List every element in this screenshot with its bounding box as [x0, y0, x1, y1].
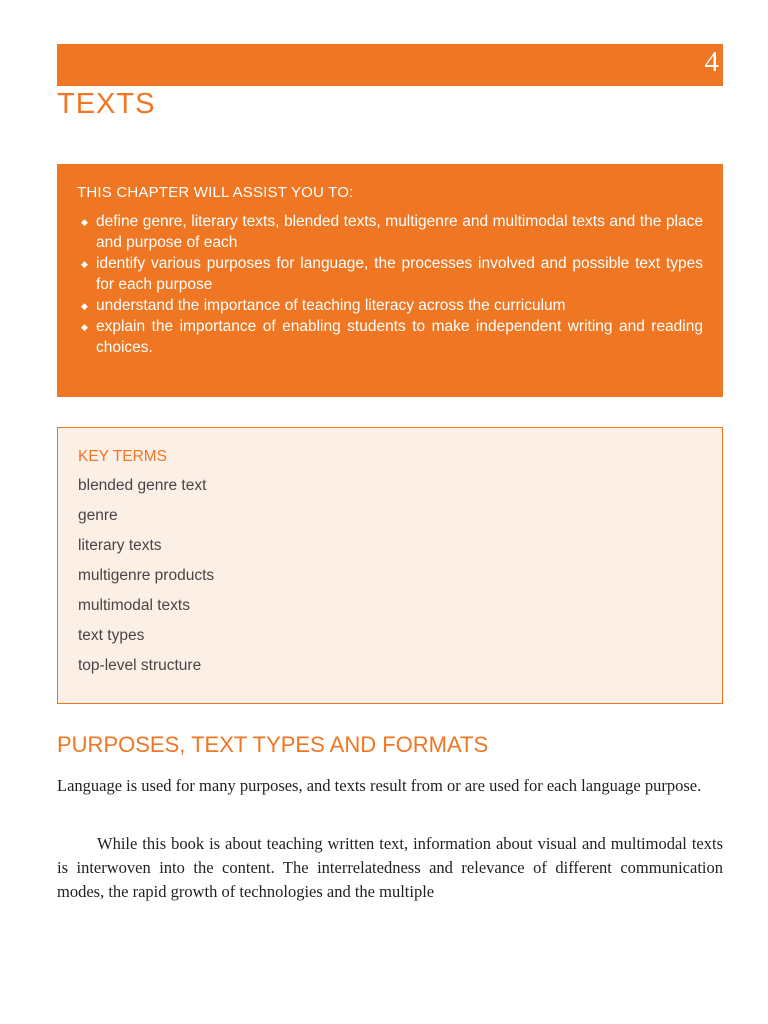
objective-item — [77, 295, 703, 316]
key-terms-list — [78, 471, 702, 681]
diamond-bullet-icon: ◆ — [81, 322, 88, 332]
key-terms-box — [57, 427, 723, 704]
key-term-item: genre — [78, 507, 118, 524]
objective-text: define genre, literary texts, blended texts, multigenre and multimodal texts and the place and purpose of each — [96, 213, 703, 251]
key-term-item: text types — [78, 627, 145, 644]
objective-item — [77, 253, 703, 295]
chapter-header-bar — [57, 44, 723, 86]
chapter-title: TEXTS — [57, 88, 156, 120]
chapter-number: 4 — [704, 46, 719, 78]
body-paragraph: While this book is about teaching written text, information about visual and multimodal texts is interwoven into the content. The interrelatedness and relevance of different communication modes, the rapid growth of technologies and the multiple — [57, 834, 723, 901]
objective-text: understand the importance of teaching literacy across the curriculum — [96, 297, 566, 314]
objectives-heading: THIS CHAPTER WILL ASSIST YOU TO: — [77, 184, 354, 201]
chapter-objectives-box — [57, 164, 723, 397]
objectives-list — [77, 211, 703, 358]
key-term-item: multigenre products — [78, 567, 215, 584]
objective-item — [77, 211, 703, 253]
body-paragraph: Language is used for many purposes, and texts result from or are used for each language purpose. — [57, 776, 702, 795]
objective-text: identify various purposes for language, the processes involved and possible text types for each purpose — [96, 255, 703, 293]
objective-item — [77, 316, 703, 358]
key-term-item: literary texts — [78, 537, 162, 554]
key-term-item: blended genre text — [78, 477, 207, 494]
objective-text: explain the importance of enabling students to make independent writing and reading choices. — [96, 318, 703, 356]
key-term-item: multimodal texts — [78, 597, 190, 614]
diamond-bullet-icon: ◆ — [81, 217, 88, 227]
section-heading: PURPOSES, TEXT TYPES AND FORMATS — [57, 732, 489, 757]
diamond-bullet-icon: ◆ — [81, 301, 88, 311]
diamond-bullet-icon: ◆ — [81, 259, 88, 269]
key-term-item: top-level structure — [78, 657, 202, 674]
key-terms-heading: KEY TERMS — [78, 448, 168, 465]
